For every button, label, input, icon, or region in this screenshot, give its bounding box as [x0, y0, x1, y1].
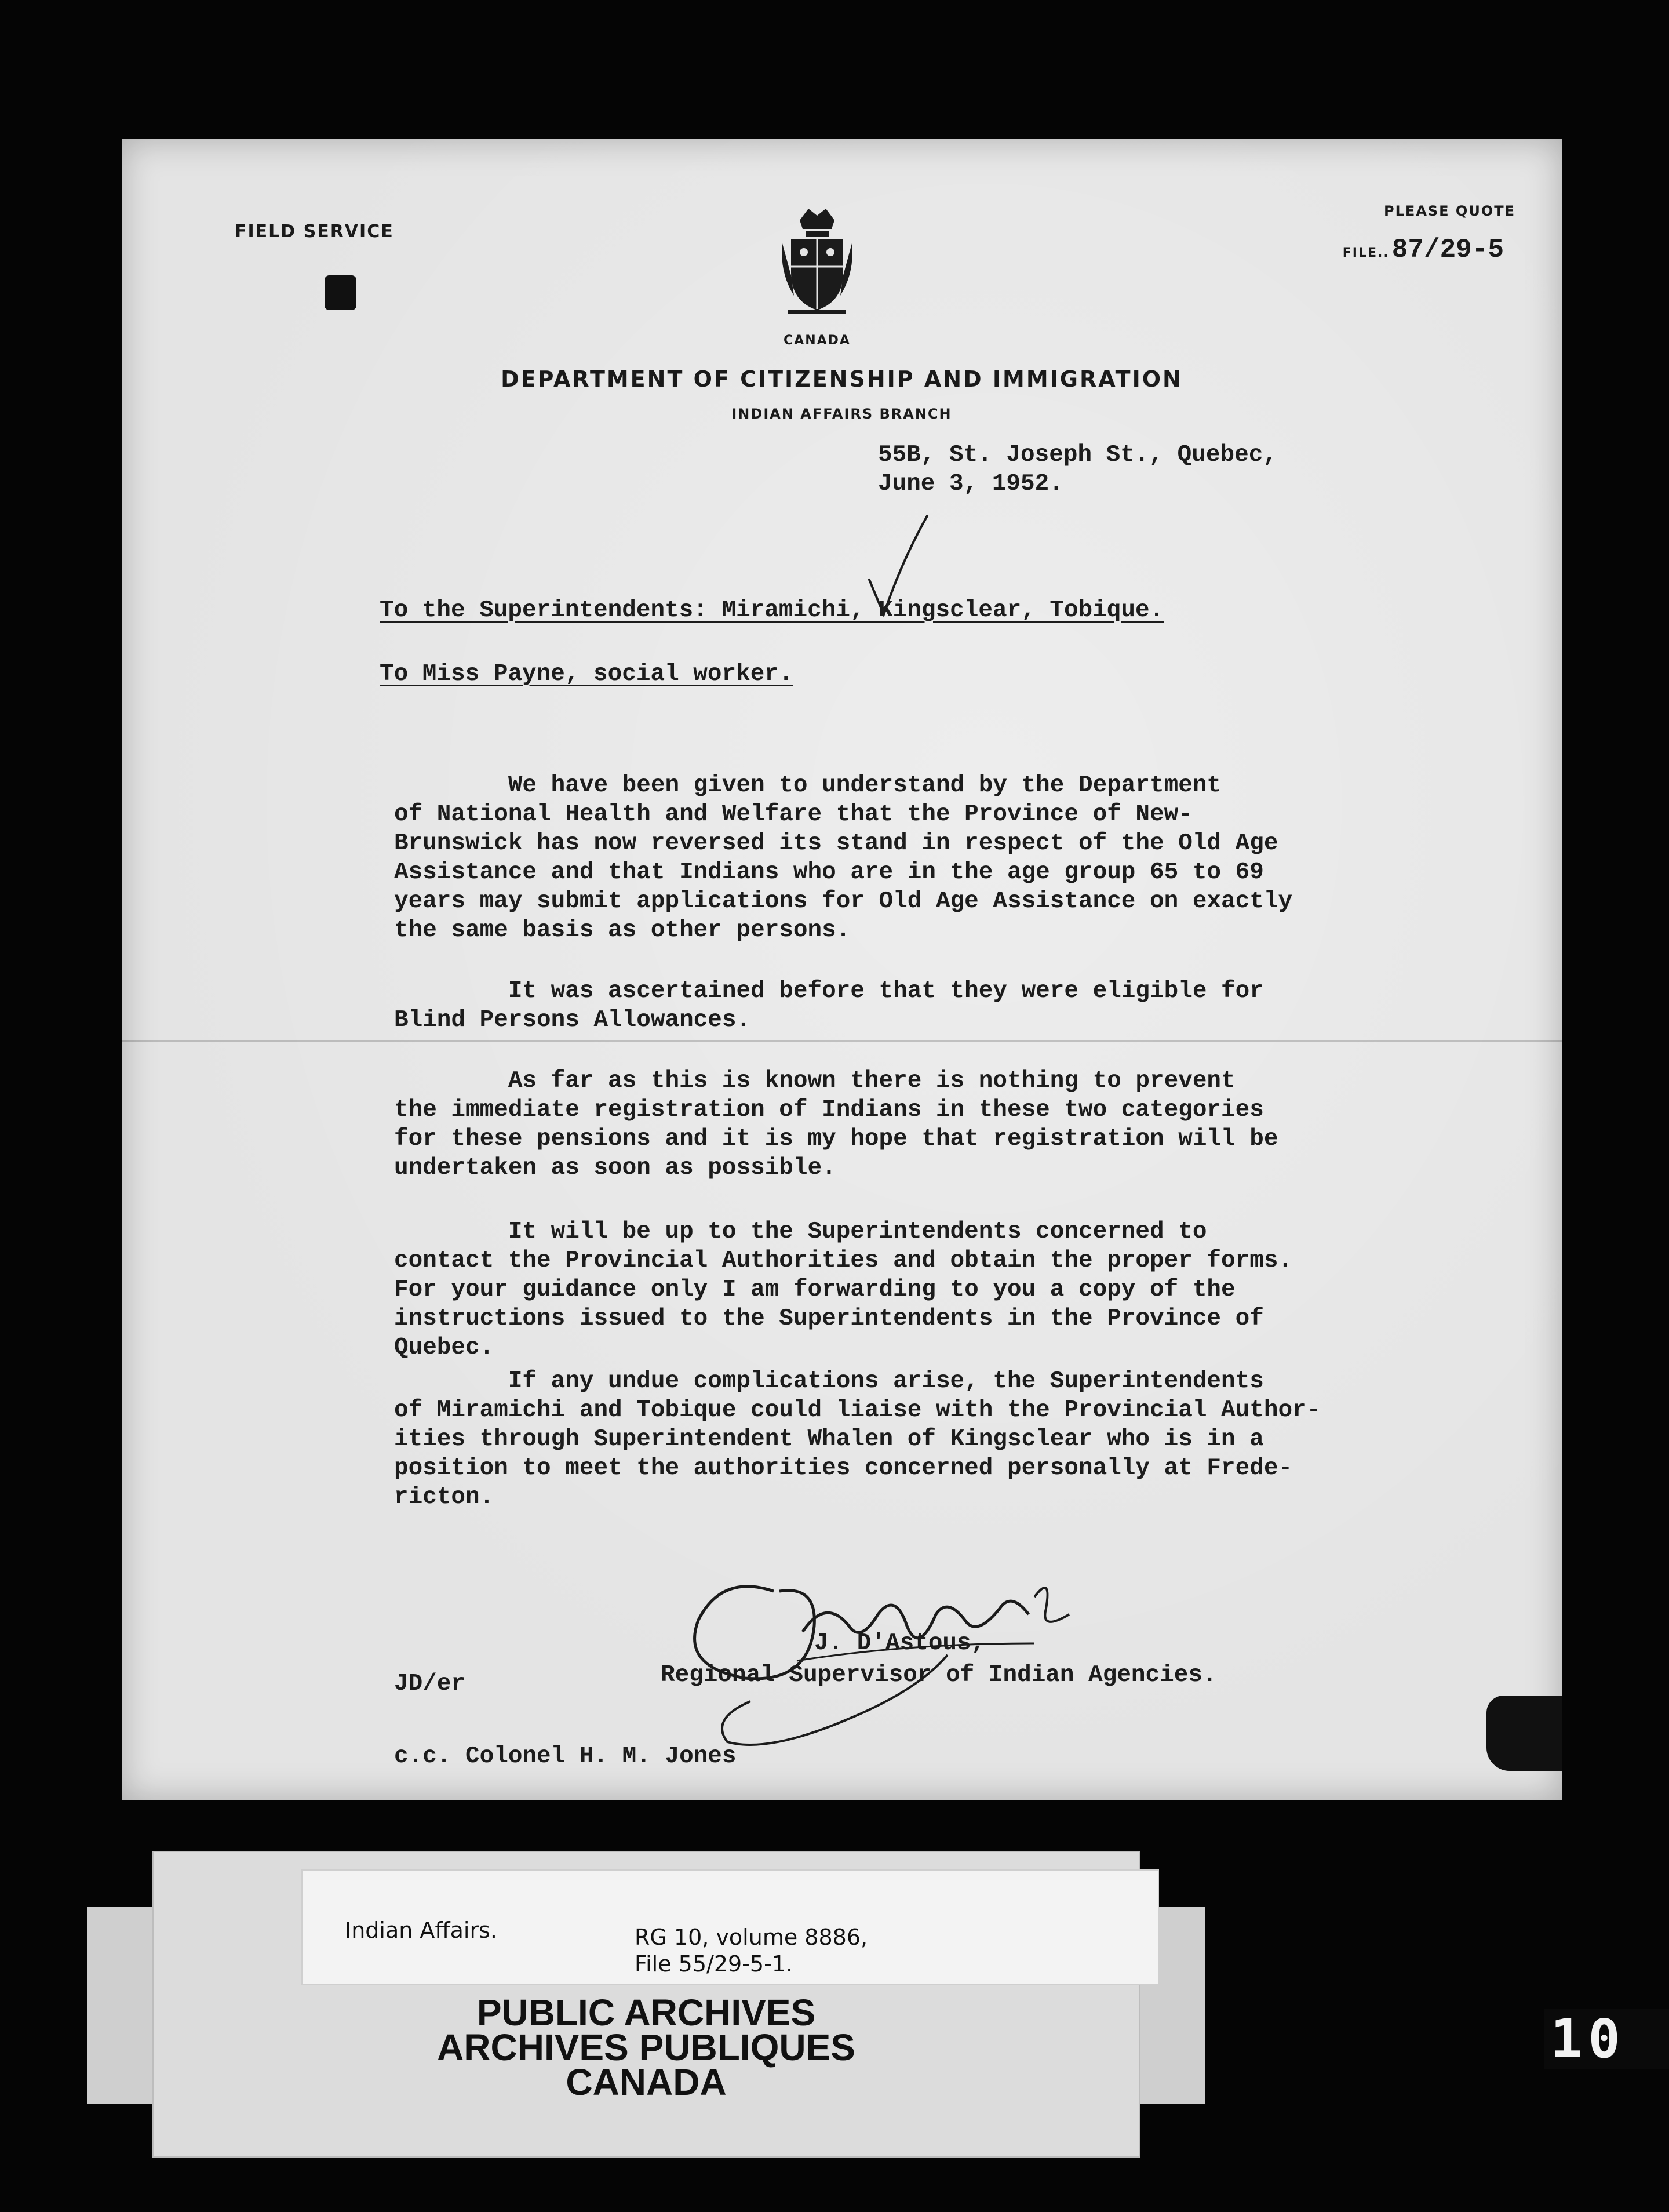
- paragraph-3: As far as this is known there is nothing to prevent the immediate registration of Indians in these two categories for these pensions and it is my hope that registration will be undertaken as soon as possible.: [394, 1068, 1278, 1181]
- carbon-copy-line: c.c. Colonel H. M. Jones: [394, 1743, 737, 1770]
- archive-name-english: PUBLIC ARCHIVES: [476, 1992, 816, 2033]
- letter-sheet: [122, 139, 1562, 1800]
- coat-of-arms-icon: [777, 203, 858, 319]
- field-service-label: FIELD SERVICE: [235, 221, 394, 242]
- label-card-tab-left: [87, 1907, 156, 2104]
- archive-name-french: ARCHIVES PUBLIQUES: [437, 2027, 855, 2068]
- paragraph-4: It will be up to the Superintendents concerned to contact the Provincial Authorities and obtain the proper forms. For your guidance only I am forwarding to you a copy of the instructions issued to the Superintendents in the Province of Quebec.: [394, 1218, 1293, 1361]
- signer-title: Regional Supervisor of Indian Agencies.: [661, 1662, 1217, 1689]
- branch-name: INDIAN AFFAIRS BRANCH: [731, 406, 952, 422]
- paper-fold-line: [122, 1040, 1562, 1042]
- country-label: CANADA: [784, 333, 851, 348]
- file-reference: FILE..87/29-5: [1342, 235, 1504, 265]
- ink-blot: [325, 275, 356, 310]
- file-number: 87/29-5: [1391, 235, 1504, 265]
- archive-reference-file: File 55/29-5-1.: [635, 1951, 793, 1977]
- department-name: DEPARTMENT OF CITIZENSHIP AND IMMIGRATION: [501, 366, 1183, 392]
- archive-reference-volume: RG 10, volume 8886,: [635, 1924, 868, 1950]
- letter-date: June 3, 1952.: [878, 471, 1063, 497]
- signer-name: J. D'Astous,: [814, 1630, 986, 1657]
- paragraph-1: We have been given to understand by the Department of National Health and Welfare that the Province of New- Brunswick has now reversed its stand in respect of the Old Age Assistance and that Indians who are in the age group 65 to 69 years may submit applications for Old Age Assistance on exactly the same basis as other persons.: [394, 772, 1293, 944]
- sender-address: 55B, St. Joseph St., Quebec,: [878, 442, 1277, 468]
- please-quote-label: PLEASE QUOTE: [1384, 203, 1515, 219]
- paragraph-5: If any undue complications arise, the Superintendents of Miramichi and Tobique could liaise with the Provincial Author- ities through Superintendent Whalen of Kingsclear who is in a position to meet the authorities concerned personally at Frede- ricton.: [394, 1368, 1321, 1511]
- typist-initials: JD/er: [394, 1671, 466, 1697]
- paragraph-2: It was ascertained before that they were eligible for Blind Persons Allowances.: [394, 978, 1264, 1034]
- microfilm-frame-number: 10: [1544, 2009, 1669, 2069]
- ink-blot: [1486, 1696, 1562, 1771]
- archive-source: Indian Affairs.: [345, 1918, 497, 1943]
- archive-country: CANADA: [566, 2061, 727, 2103]
- recipient-social-worker: To Miss Payne, social worker.: [380, 661, 793, 687]
- file-label: FILE: [1342, 246, 1378, 260]
- recipients-superintendents: To the Superintendents: Miramichi, Kingsclear, Tobique.: [380, 597, 1164, 624]
